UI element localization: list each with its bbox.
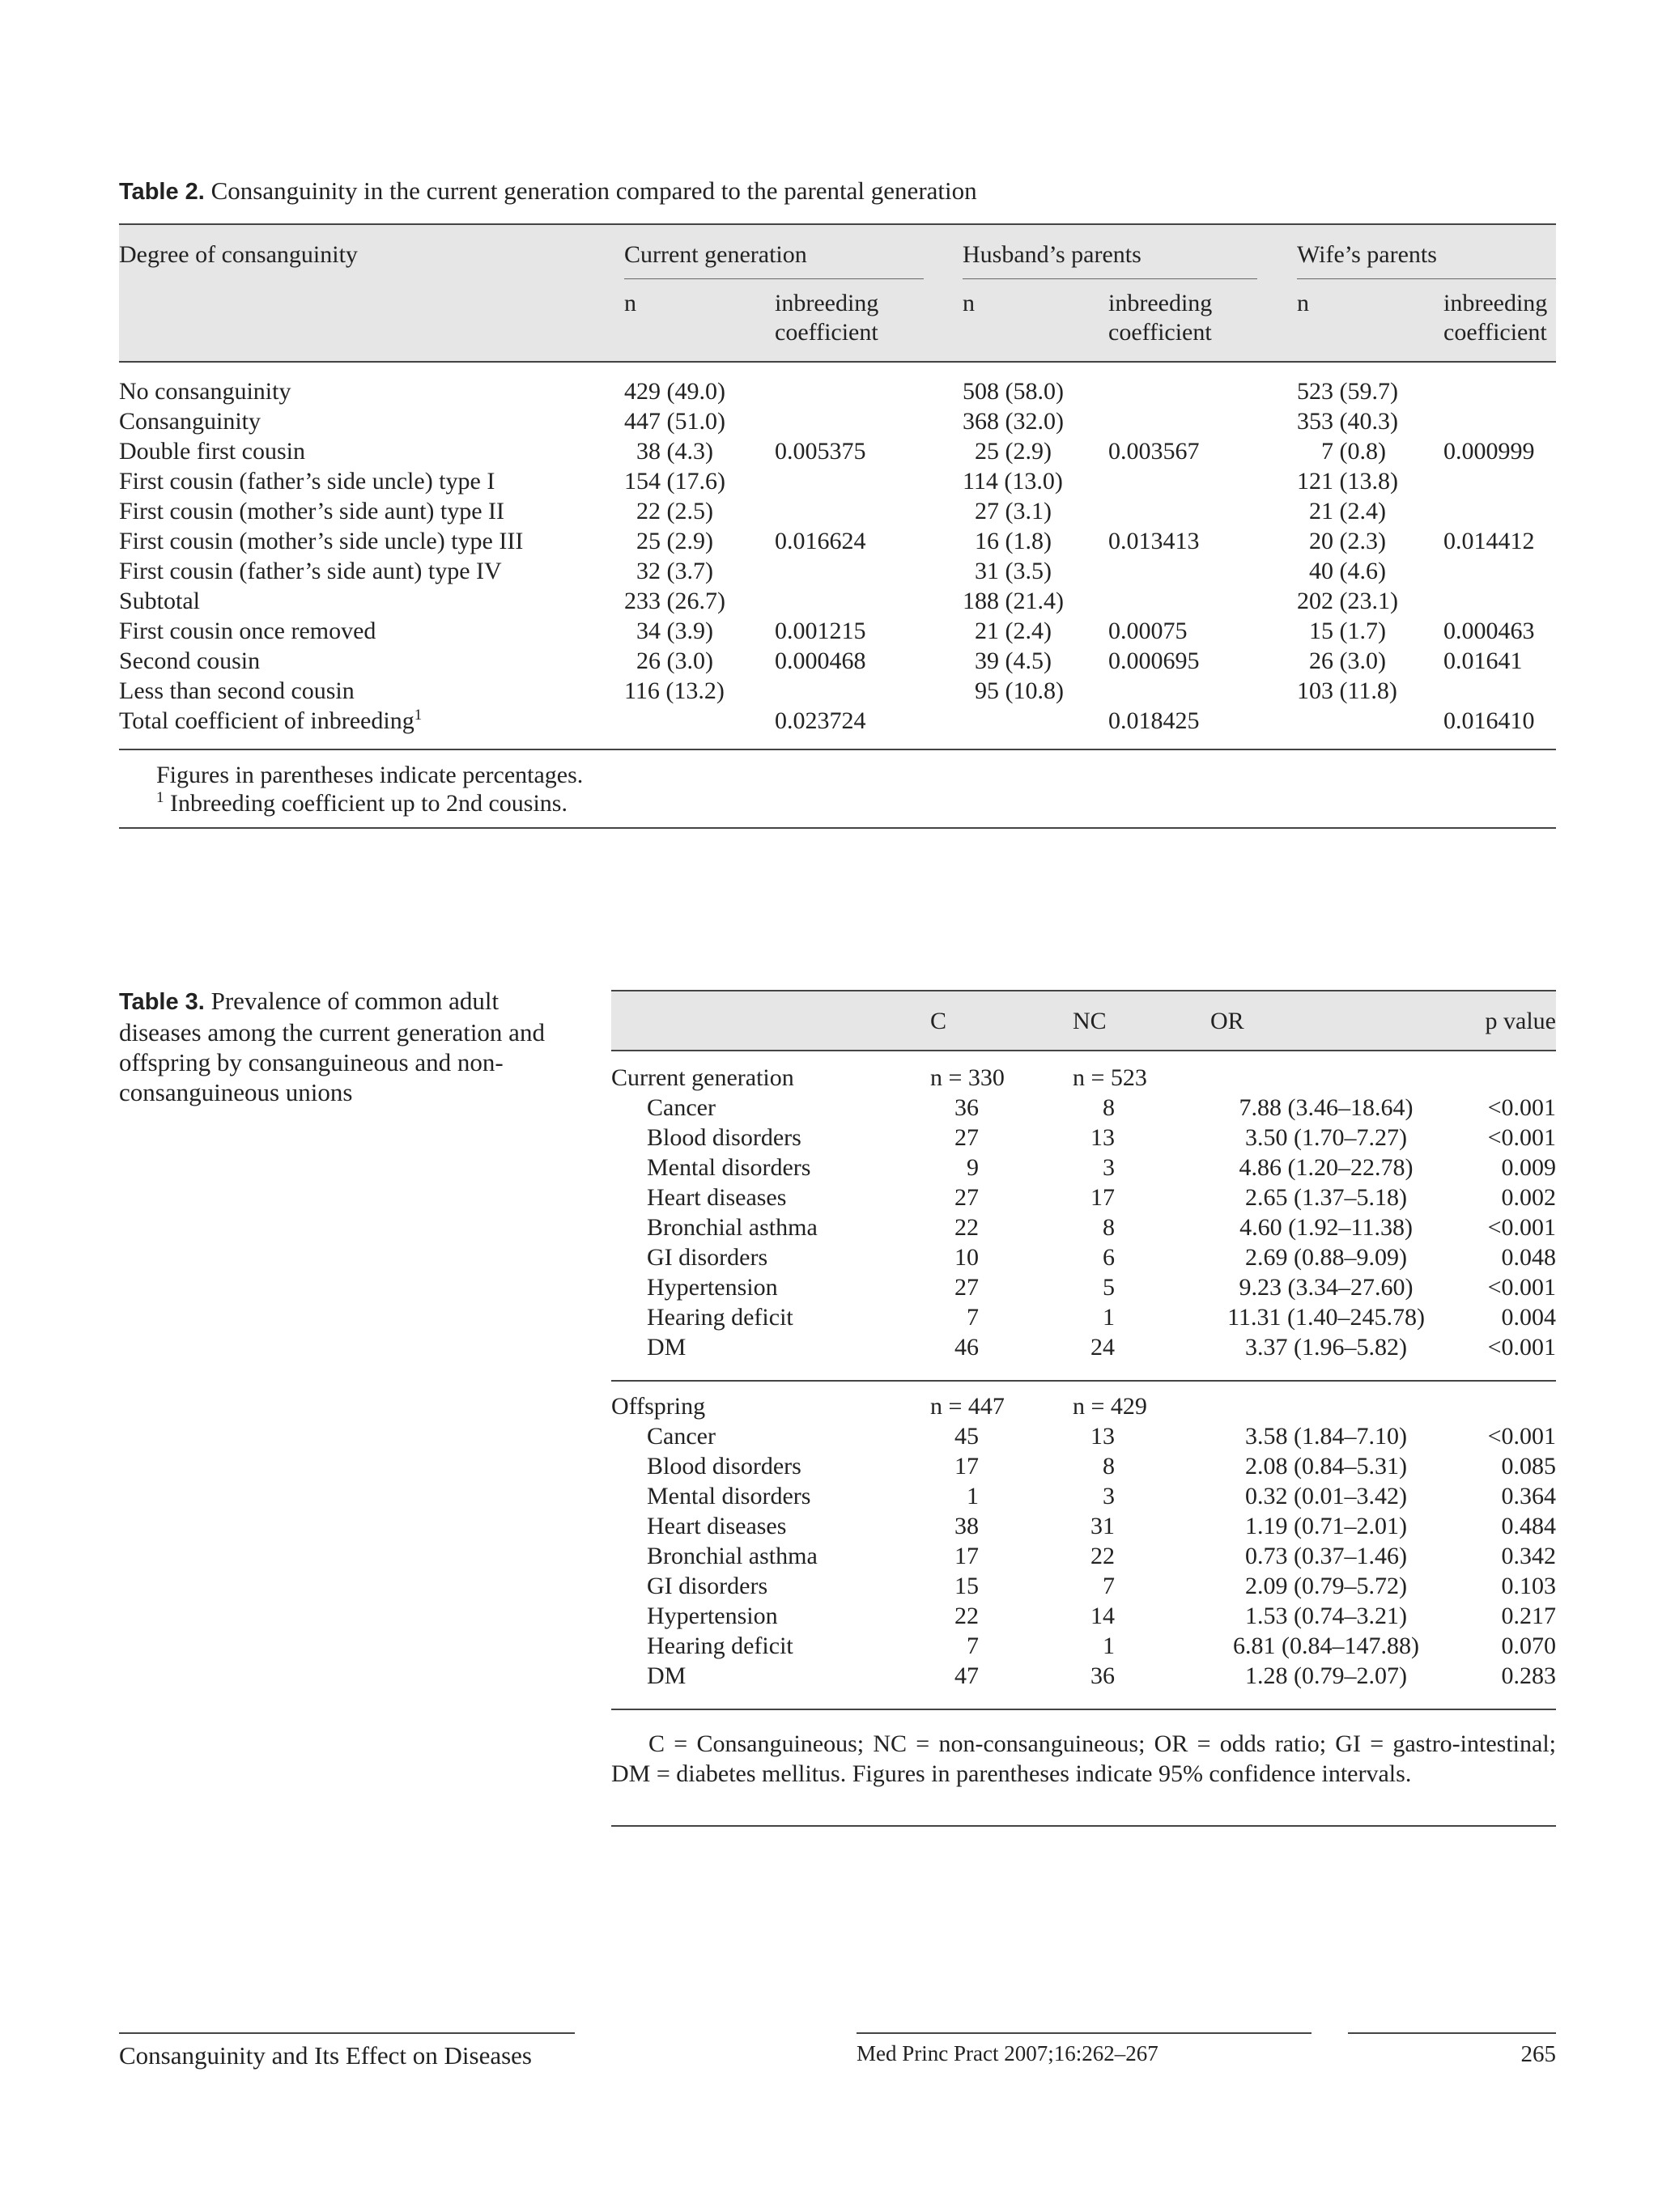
nc-value: 3 <box>1103 1483 1115 1509</box>
table-row <box>611 1481 1556 1511</box>
total-label-text: Total coefficient of inbreeding <box>119 707 414 734</box>
nc-value: 1 <box>1103 1304 1115 1331</box>
disease-label: Heart diseases <box>647 1184 787 1211</box>
table2-subheader-ic: inbreeding <box>1108 290 1213 316</box>
inbreeding-current: 0.016624 <box>775 528 866 554</box>
count-current: 233 (26.7) <box>624 588 725 614</box>
total-inbreeding-wife-parents: 0.016410 <box>1443 707 1535 734</box>
count-husband-parents: 27 (3.1) <box>963 498 1052 524</box>
nc-value: 14 <box>1090 1603 1115 1629</box>
odds-ratio: 2.09 (0.79–5.72) <box>1245 1573 1407 1599</box>
disease-label: Cancer <box>647 1423 716 1450</box>
table-row <box>611 1212 1556 1242</box>
disease-label: Mental disorders <box>647 1154 811 1181</box>
table-row <box>119 616 1556 646</box>
group-c-count: n = 330 <box>930 1064 1005 1091</box>
count-current: 26 (3.0) <box>624 647 713 674</box>
p-value: <0.001 <box>1487 1124 1556 1151</box>
disease-label: Hypertension <box>647 1603 778 1629</box>
c-value: 27 <box>954 1124 979 1151</box>
table-row <box>611 1451 1556 1481</box>
p-value: <0.001 <box>1487 1423 1556 1450</box>
c-value: 15 <box>954 1573 979 1599</box>
inbreeding-husband-parents: 0.003567 <box>1108 438 1200 465</box>
disease-label: DM <box>647 1662 687 1689</box>
count-wife-parents: 353 (40.3) <box>1297 408 1398 435</box>
nc-value: 17 <box>1090 1184 1115 1211</box>
group-row <box>611 1063 1556 1093</box>
nc-value: 36 <box>1090 1662 1115 1689</box>
row-label: Double first cousin <box>119 438 305 465</box>
table-row <box>119 376 1556 406</box>
count-wife-parents: 20 (2.3) <box>1297 528 1386 554</box>
count-wife-parents: 523 (59.7) <box>1297 378 1398 405</box>
table2-note-footnote-text: Inbreeding coefficient up to 2nd cousins. <box>164 790 568 817</box>
table3-header-nc: NC <box>1073 1008 1107 1034</box>
odds-ratio: 1.53 (0.74–3.21) <box>1245 1603 1407 1629</box>
total-inbreeding-husband-parents: 0.018425 <box>1108 707 1200 734</box>
count-husband-parents: 39 (4.5) <box>963 647 1052 674</box>
c-value: 27 <box>954 1274 979 1301</box>
disease-label: GI disorders <box>647 1573 768 1599</box>
p-value: 0.085 <box>1501 1453 1556 1480</box>
table-row <box>611 1332 1556 1362</box>
table2-header-wife: Wife’s parents <box>1297 241 1437 268</box>
table3-caption-text: Prevalence of common adult diseases among the current generation and offspring by consanguineous and non-consanguineous unions <box>119 987 545 1106</box>
table-row <box>611 1302 1556 1332</box>
table3-header <box>611 990 1556 1051</box>
odds-ratio: 2.69 (0.88–9.09) <box>1245 1244 1407 1271</box>
table3-header-p: p value <box>1485 1008 1556 1034</box>
table-row <box>611 1242 1556 1272</box>
nc-value: 5 <box>1103 1274 1115 1301</box>
c-value: 7 <box>967 1632 979 1659</box>
table-row <box>119 466 1556 496</box>
table2-header <box>119 223 1556 363</box>
p-value: 0.283 <box>1501 1662 1556 1689</box>
group-c-count: n = 447 <box>930 1393 1005 1420</box>
table-row-total <box>119 706 1556 736</box>
odds-ratio: 2.08 (0.84–5.31) <box>1245 1453 1407 1480</box>
row-label: No consanguinity <box>119 378 291 405</box>
table3-note-text: C = Consanguineous; NC = non-consanguineous; OR = odds ratio; GI = gastro-intestinal; DM = diabetes mellitus. Figures in parentheses indicate 95% confidence intervals. <box>611 1730 1556 1787</box>
table-row <box>611 1093 1556 1123</box>
c-value: 1 <box>967 1483 979 1509</box>
count-wife-parents: 202 (23.1) <box>1297 588 1398 614</box>
nc-value: 31 <box>1090 1513 1115 1539</box>
table-row <box>611 1153 1556 1182</box>
table-row <box>611 1421 1556 1451</box>
nc-value: 7 <box>1103 1573 1115 1599</box>
table-row <box>119 496 1556 526</box>
group-label: Offspring <box>611 1393 706 1420</box>
nc-value: 24 <box>1090 1334 1115 1361</box>
p-value: 0.364 <box>1501 1483 1556 1509</box>
table2-subheader-ic: coefficient <box>1108 319 1212 346</box>
c-value: 36 <box>954 1094 979 1121</box>
disease-label: Mental disorders <box>647 1483 811 1509</box>
footer-rule-right <box>1348 2032 1556 2034</box>
table2-body <box>119 376 1556 750</box>
count-current: 154 (17.6) <box>624 468 725 495</box>
table2-subheader-n: n <box>624 290 636 316</box>
c-value: 10 <box>954 1244 979 1271</box>
total-inbreeding-current: 0.023724 <box>775 707 866 734</box>
disease-label: GI disorders <box>647 1244 768 1271</box>
odds-ratio: 0.32 (0.01–3.42) <box>1245 1483 1407 1509</box>
table-row <box>611 1631 1556 1661</box>
nc-value: 8 <box>1103 1094 1115 1121</box>
count-husband-parents: 31 (3.5) <box>963 558 1052 584</box>
count-current: 25 (2.9) <box>624 528 713 554</box>
footnote-marker: 1 <box>156 789 164 806</box>
inbreeding-husband-parents: 0.013413 <box>1108 528 1200 554</box>
table2-caption <box>119 175 977 208</box>
p-value: 0.002 <box>1501 1184 1556 1211</box>
row-label <box>119 706 422 736</box>
count-wife-parents: 15 (1.7) <box>1297 618 1386 644</box>
count-wife-parents: 103 (11.8) <box>1297 677 1397 704</box>
count-wife-parents: 121 (13.8) <box>1297 468 1398 495</box>
table2-notes <box>119 761 1556 829</box>
table-row <box>119 646 1556 676</box>
odds-ratio: 7.88 (3.46–18.64) <box>1239 1094 1414 1121</box>
table3-caption-label: Table 3. <box>119 989 205 1015</box>
inbreeding-husband-parents: 0.000695 <box>1108 647 1200 674</box>
c-value: 47 <box>954 1662 979 1689</box>
odds-ratio: 3.37 (1.96–5.82) <box>1245 1334 1407 1361</box>
row-label: Consanguinity <box>119 408 261 435</box>
group-nc-count: n = 429 <box>1073 1393 1147 1420</box>
c-value: 22 <box>954 1603 979 1629</box>
count-husband-parents: 25 (2.9) <box>963 438 1052 465</box>
row-label: First cousin (father’s side aunt) type IV <box>119 558 502 584</box>
table-row <box>119 436 1556 466</box>
c-value: 17 <box>954 1543 979 1569</box>
count-current: 38 (4.3) <box>624 438 713 465</box>
group-nc-count: n = 523 <box>1073 1064 1147 1091</box>
group-label: Current generation <box>611 1064 794 1091</box>
c-value: 9 <box>967 1154 979 1181</box>
c-value: 22 <box>954 1214 979 1241</box>
count-current: 116 (13.2) <box>624 677 725 704</box>
table-row <box>611 1123 1556 1153</box>
odds-ratio: 4.86 (1.20–22.78) <box>1239 1154 1414 1181</box>
nc-value: 3 <box>1103 1154 1115 1181</box>
nc-value: 22 <box>1090 1543 1115 1569</box>
table-row <box>611 1541 1556 1571</box>
count-current: 22 (2.5) <box>624 498 713 524</box>
row-label: Second cousin <box>119 647 261 674</box>
c-value: 46 <box>954 1334 979 1361</box>
table3-current-generation-block <box>611 1063 1556 1382</box>
table2-caption-text: Consanguinity in the current generation compared to the parental generation <box>210 176 977 205</box>
p-value: <0.001 <box>1487 1094 1556 1121</box>
table2-subheader-ic: coefficient <box>1443 319 1547 346</box>
p-value: 0.009 <box>1501 1154 1556 1181</box>
p-value: 0.004 <box>1501 1304 1556 1331</box>
disease-label: Bronchial asthma <box>647 1214 818 1241</box>
table3-header-or: OR <box>1210 1008 1244 1034</box>
odds-ratio: 0.73 (0.37–1.46) <box>1245 1543 1407 1569</box>
table-row <box>119 556 1556 586</box>
table-row <box>611 1661 1556 1691</box>
table2-subheader-ic: coefficient <box>775 319 878 346</box>
group-row <box>611 1391 1556 1421</box>
row-label: First cousin (mother’s side aunt) type II <box>119 498 505 524</box>
nc-value: 6 <box>1103 1244 1115 1271</box>
table3-caption <box>119 986 572 1107</box>
table3-notes <box>611 1722 1556 1827</box>
count-wife-parents: 40 (4.6) <box>1297 558 1386 584</box>
disease-label: Hearing deficit <box>647 1304 793 1331</box>
disease-label: Cancer <box>647 1094 716 1121</box>
table2-header-husband: Husband’s parents <box>963 241 1141 268</box>
footer-journal: Med Princ Pract 2007;16:262–267 <box>857 2041 1158 2066</box>
count-current: 429 (49.0) <box>624 378 725 405</box>
c-value: 38 <box>954 1513 979 1539</box>
odds-ratio: 3.58 (1.84–7.10) <box>1245 1423 1407 1450</box>
nc-value: 1 <box>1103 1632 1115 1659</box>
row-label: First cousin (father’s side uncle) type I <box>119 468 495 495</box>
p-value: 0.217 <box>1501 1603 1556 1629</box>
p-value: 0.342 <box>1501 1543 1556 1569</box>
inbreeding-current: 0.005375 <box>775 438 866 465</box>
p-value: 0.484 <box>1501 1513 1556 1539</box>
disease-label: Blood disorders <box>647 1453 801 1480</box>
table2-subheader-n: n <box>963 290 975 316</box>
row-label: Less than second cousin <box>119 677 355 704</box>
count-husband-parents: 188 (21.4) <box>963 588 1064 614</box>
inbreeding-current: 0.001215 <box>775 618 866 644</box>
table2-header-degree: Degree of consanguinity <box>119 241 358 268</box>
table-row <box>611 1601 1556 1631</box>
table3-offspring-block <box>611 1391 1556 1710</box>
inbreeding-current: 0.000468 <box>775 647 866 674</box>
table-row <box>119 526 1556 556</box>
count-current: 32 (3.7) <box>624 558 713 584</box>
count-husband-parents: 21 (2.4) <box>963 618 1052 644</box>
table-row <box>611 1511 1556 1541</box>
inbreeding-wife-parents: 0.000999 <box>1443 438 1535 465</box>
odds-ratio: 1.19 (0.71–2.01) <box>1245 1513 1407 1539</box>
p-value: <0.001 <box>1487 1334 1556 1361</box>
table2-subheader-ic: inbreeding <box>1443 290 1548 316</box>
table2-note-percentages: Figures in parentheses indicate percentages. <box>156 762 584 788</box>
p-value: 0.048 <box>1501 1244 1556 1271</box>
p-value: <0.001 <box>1487 1214 1556 1241</box>
disease-label: DM <box>647 1334 687 1361</box>
table2-header-current: Current generation <box>624 241 807 268</box>
p-value: 0.070 <box>1501 1632 1556 1659</box>
count-husband-parents: 114 (13.0) <box>963 468 1063 495</box>
table-row <box>611 1272 1556 1302</box>
count-current: 34 (3.9) <box>624 618 713 644</box>
disease-label: Heart diseases <box>647 1513 787 1539</box>
count-husband-parents: 368 (32.0) <box>963 408 1064 435</box>
odds-ratio: 2.65 (1.37–5.18) <box>1245 1184 1407 1211</box>
count-husband-parents: 508 (58.0) <box>963 378 1064 405</box>
table-row <box>611 1571 1556 1601</box>
footer-rule-center <box>857 2032 1312 2034</box>
row-label: Subtotal <box>119 588 201 614</box>
table3-header-c: C <box>930 1008 947 1034</box>
odds-ratio: 6.81 (0.84–147.88) <box>1233 1632 1419 1659</box>
table2-subheader-n: n <box>1297 290 1309 316</box>
c-value: 7 <box>967 1304 979 1331</box>
row-label: First cousin (mother’s side uncle) type III <box>119 528 524 554</box>
count-husband-parents: 16 (1.8) <box>963 528 1052 554</box>
c-value: 17 <box>954 1453 979 1480</box>
odds-ratio: 11.31 (1.40–245.78) <box>1227 1304 1425 1331</box>
c-value: 45 <box>954 1423 979 1450</box>
table-row <box>611 1182 1556 1212</box>
disease-label: Hearing deficit <box>647 1632 793 1659</box>
odds-ratio: 1.28 (0.79–2.07) <box>1245 1662 1407 1689</box>
disease-label: Bronchial asthma <box>647 1543 818 1569</box>
count-wife-parents: 26 (3.0) <box>1297 647 1386 674</box>
table2-header-rule-wife <box>1297 278 1556 279</box>
odds-ratio: 4.60 (1.92–11.38) <box>1239 1214 1413 1241</box>
footnote-marker: 1 <box>414 707 423 724</box>
table2-caption-label: Table 2. <box>119 179 205 205</box>
nc-value: 8 <box>1103 1453 1115 1480</box>
nc-value: 13 <box>1090 1423 1115 1450</box>
row-label: First cousin once removed <box>119 618 376 644</box>
footer-rule-left <box>119 2032 575 2034</box>
table-row <box>119 406 1556 436</box>
table2-header-rule-current <box>624 278 924 279</box>
footer-article-title: Consanguinity and Its Effect on Diseases <box>119 2041 532 2070</box>
count-husband-parents: 95 (10.8) <box>963 677 1064 704</box>
table-row <box>119 586 1556 616</box>
table2-note-footnote <box>119 789 1556 817</box>
odds-ratio: 3.50 (1.70–7.27) <box>1245 1124 1407 1151</box>
c-value: 27 <box>954 1184 979 1211</box>
inbreeding-husband-parents: 0.00075 <box>1108 618 1188 644</box>
p-value: <0.001 <box>1487 1274 1556 1301</box>
count-current: 447 (51.0) <box>624 408 725 435</box>
disease-label: Blood disorders <box>647 1124 801 1151</box>
nc-value: 13 <box>1090 1124 1115 1151</box>
count-wife-parents: 21 (2.4) <box>1297 498 1386 524</box>
table2-subheader-ic: inbreeding <box>775 290 879 316</box>
odds-ratio: 9.23 (3.34–27.60) <box>1239 1274 1414 1301</box>
table2-header-rule-husband <box>963 278 1257 279</box>
p-value: 0.103 <box>1501 1573 1556 1599</box>
inbreeding-wife-parents: 0.01641 <box>1443 647 1523 674</box>
disease-label: Hypertension <box>647 1274 778 1301</box>
inbreeding-wife-parents: 0.000463 <box>1443 618 1535 644</box>
footer-page-number: 265 <box>1520 2041 1556 2067</box>
inbreeding-wife-parents: 0.014412 <box>1443 528 1535 554</box>
table-row <box>119 676 1556 706</box>
count-wife-parents: 7 (0.8) <box>1297 438 1386 465</box>
nc-value: 8 <box>1103 1214 1115 1241</box>
